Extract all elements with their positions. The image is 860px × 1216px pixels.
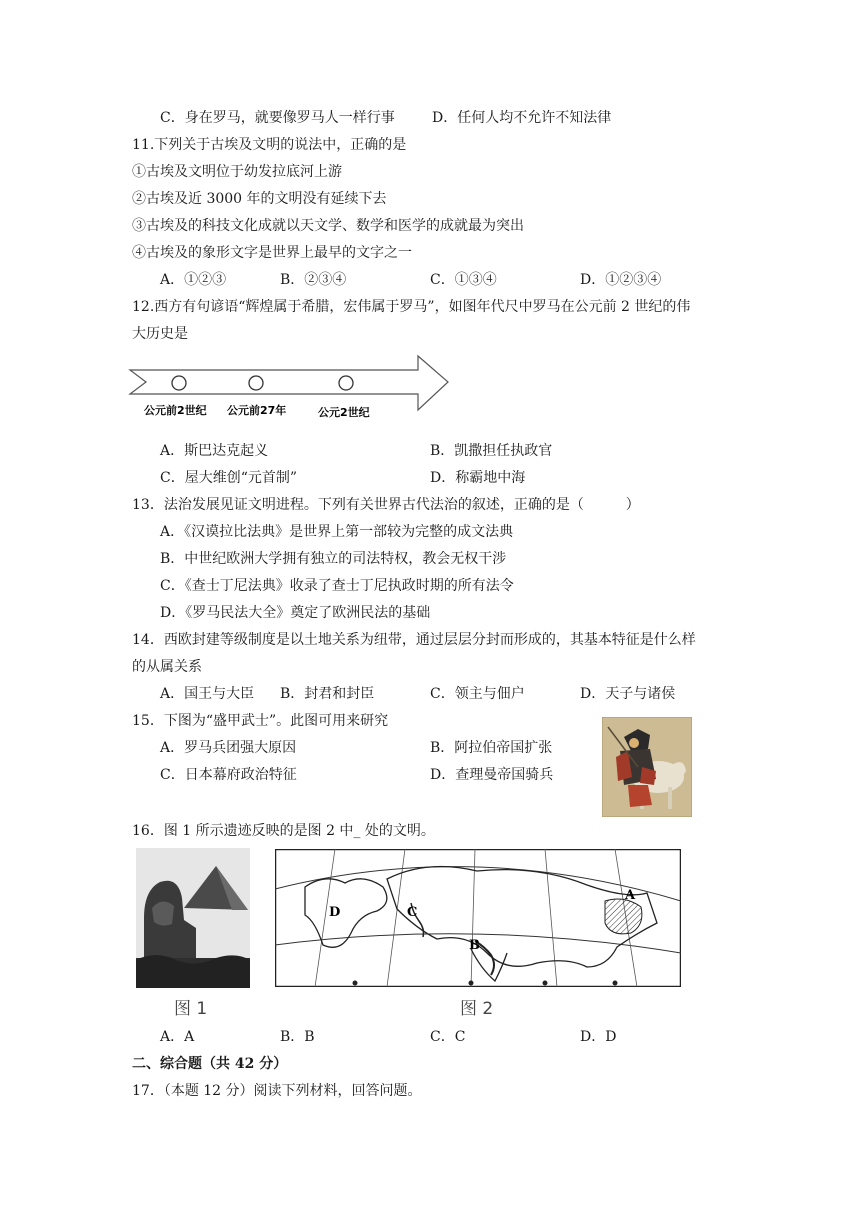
q14-option-a: A．国王与大臣 — [160, 686, 255, 702]
sphinx-pyramid-photo — [136, 848, 250, 992]
q14-stem-line2: 的从属关系 — [132, 659, 202, 675]
q13-stem: 13．法治发展见证文明进程。下列有关世界古代法治的叙述，正确的是（ ） — [132, 497, 640, 513]
q14-option-c: C．领主与佃户 — [430, 686, 525, 702]
q14-option-d: D．天子与诸侯 — [580, 686, 676, 702]
q16-option-d: D．D — [580, 1029, 617, 1045]
fig1-caption: 图 1 — [174, 999, 208, 1019]
q13-option-a: A．《汉谟拉比法典》是世界上第一部较为完整的成文法典 — [160, 524, 514, 540]
timeline-node-1 — [172, 376, 186, 390]
q12-option-c: C．屋大维创“元首制” — [160, 470, 298, 486]
q11-option-d: D．①②③④ — [580, 272, 662, 288]
armored-warrior-image — [602, 717, 692, 821]
q12-stem-line1: 12.西方有句谚语“辉煌属于希腊，宏伟属于罗马”，如图年代尺中罗马在公元前 2 世纪的伟 — [132, 299, 691, 315]
q16-stem: 16．图 1 所示遗迹反映的是图 2 中_ 处的文明。 — [132, 823, 435, 839]
q10-option-c: C．身在罗马，就要像罗马人一样行事 — [160, 110, 395, 126]
q11-option-b: B．②③④ — [280, 272, 347, 288]
q14-stem-line1: 14．西欧封建等级制度是以土地关系为纽带，通过层层分封而形成的，其基本特征是什么样 — [132, 632, 696, 648]
q11-stem: 11.下列关于古埃及文明的说法中，正确的是 — [132, 137, 407, 153]
timeline-figure — [128, 352, 458, 428]
q11-option-a: A．①②③ — [160, 272, 227, 288]
q15-option-c: C．日本幕府政治特征 — [160, 767, 297, 783]
section-2-title: 二、综合题（共 42 分） — [132, 1056, 288, 1072]
q12-option-b: B．凯撒担任执政官 — [430, 443, 553, 459]
q15-stem: 15．下图为“盛甲武士”。此图可用来研究 — [132, 713, 389, 729]
map-label-c: C — [407, 905, 418, 920]
q17-stem: 17．（本题 12 分）阅读下列材料，回答问题。 — [132, 1083, 422, 1099]
q14-option-b: B．封君和封臣 — [280, 686, 375, 702]
q16-option-a: A．A — [160, 1029, 195, 1045]
q12-option-d: D．称霸地中海 — [430, 470, 526, 486]
q13-option-b: B．中世纪欧洲大学拥有独立的司法特权，教会无权干涉 — [160, 551, 507, 567]
q13-option-d: D．《罗马民法大全》奠定了欧洲民法的基础 — [160, 605, 431, 621]
q16-option-b: B．B — [280, 1029, 315, 1045]
q16-option-c: C．C — [430, 1029, 466, 1045]
map-label-d: D — [329, 905, 341, 920]
q11-statement-4: ④古埃及的象形文字是世界上最早的文字之一 — [132, 245, 412, 261]
timeline-label-1: 公元前2世纪 — [144, 404, 207, 417]
timeline-node-2 — [249, 376, 263, 390]
fig2-caption: 图 2 — [460, 999, 494, 1019]
map-label-b: B — [469, 938, 480, 953]
q12-option-a: A．斯巴达克起义 — [160, 443, 269, 459]
world-map-figure — [275, 849, 681, 991]
q11-option-c: C．①③④ — [430, 272, 497, 288]
timeline-label-2: 公元前27年 — [227, 404, 287, 417]
q15-option-d: D．查理曼帝国骑兵 — [430, 767, 554, 783]
q15-option-a: A．罗马兵团强大原因 — [160, 740, 297, 756]
q10-option-d: D．任何人均不允许不知法律 — [432, 110, 612, 126]
timeline-node-3 — [339, 376, 353, 390]
q11-statement-1: ①古埃及文明位于幼发拉底河上游 — [132, 164, 342, 180]
map-label-a: A — [625, 888, 636, 903]
q11-statement-3: ③古埃及的科技文化成就以天文学、数学和医学的成就最为突出 — [132, 218, 524, 234]
q13-option-c: C．《查士丁尼法典》收录了查士丁尼执政时期的所有法令 — [160, 578, 514, 594]
q11-statement-2: ②古埃及近 3000 年的文明没有延续下去 — [132, 191, 387, 207]
timeline-label-3: 公元2世纪 — [318, 406, 370, 419]
q15-option-b: B．阿拉伯帝国扩张 — [430, 740, 553, 756]
q12-stem-line2: 大历史是 — [132, 326, 188, 342]
